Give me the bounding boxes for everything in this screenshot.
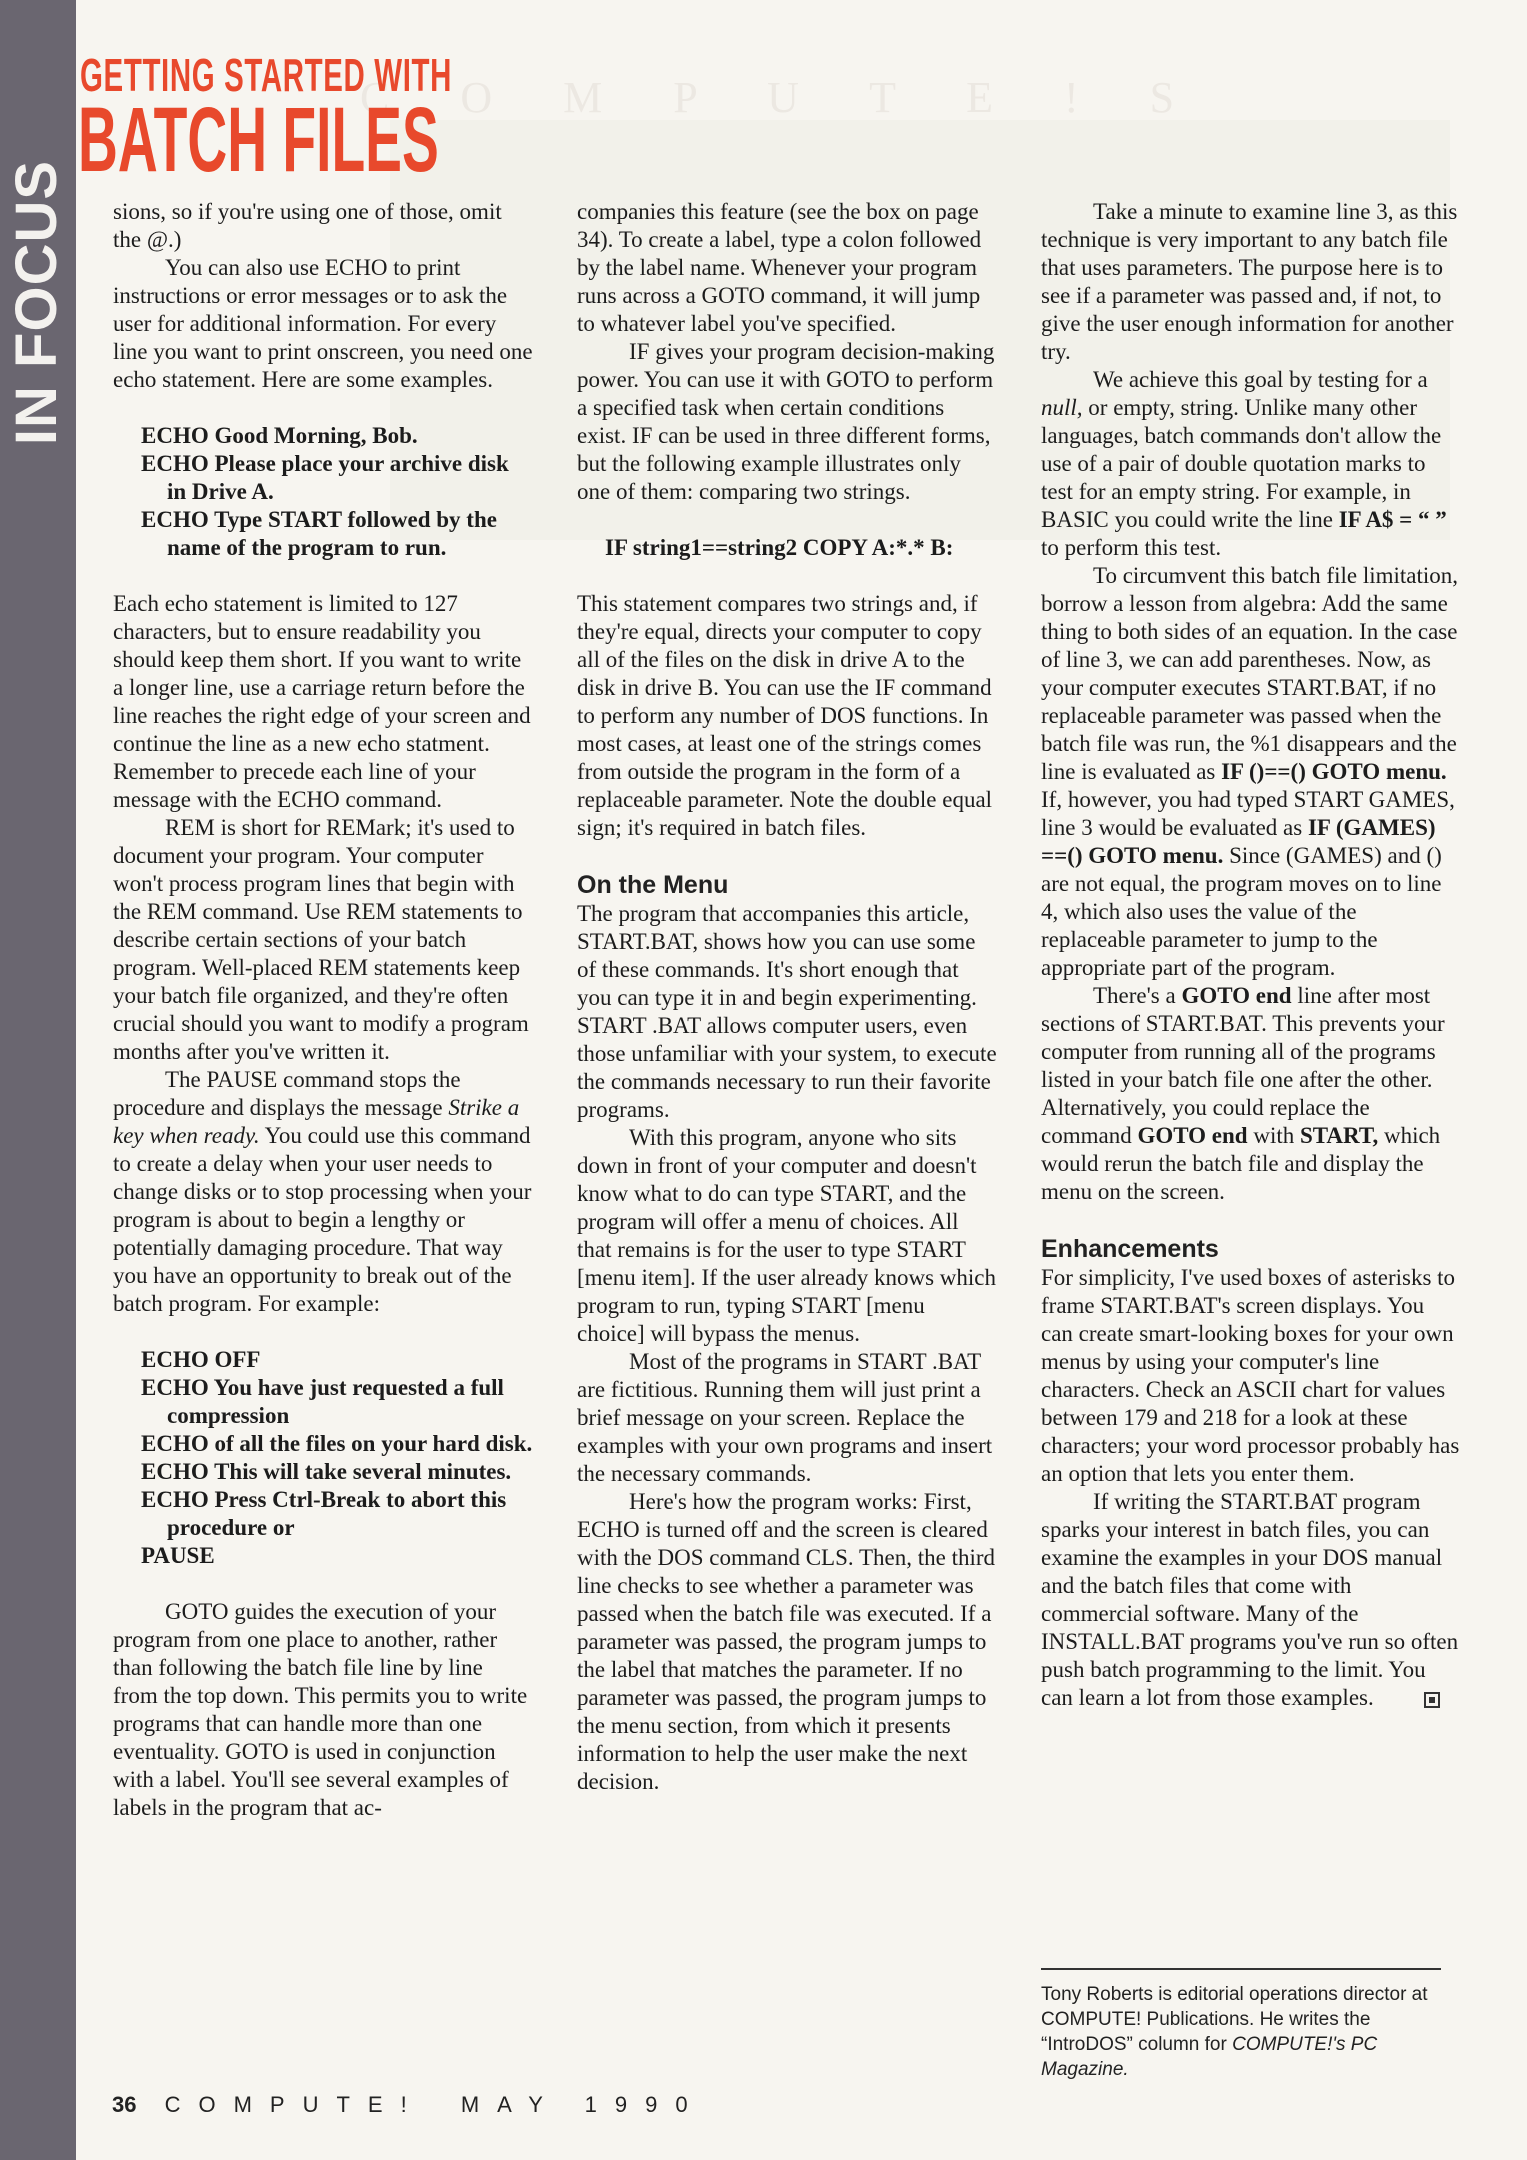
code-block (605, 534, 997, 562)
author-bio (1041, 1968, 1441, 2082)
text-run: Tony Roberts is editorial operations director at COMPUTE! Publications. He writes the “IntroDOS” column for (1041, 1984, 1428, 2055)
text-run: or empty, string. Unlike many other languages, batch commands don't allow the use of a pair of double quotation marks to test for an empty string. For example, in BASIC you could write the line (1041, 395, 1442, 532)
code-line: ECHO Good Morning, Bob. (141, 423, 418, 448)
column-2 (577, 198, 997, 2083)
page-footer (112, 2092, 706, 2118)
code-block (141, 1346, 533, 1570)
sidebar-band (0, 0, 76, 2160)
title-kicker: GETTING STARTED WITH (80, 49, 453, 101)
code-line: ECHO Press Ctrl-Break to abort this procedure or (141, 1487, 507, 1540)
section-heading: On the Menu (577, 871, 729, 899)
italic-run: null, (1041, 395, 1083, 420)
italic-run: Strike a key when ready. (113, 1095, 520, 1148)
text-run: There's a (1093, 983, 1182, 1008)
section-label-text: IN FOCUS (4, 159, 70, 445)
column-1 (113, 198, 533, 2083)
paragraph (1041, 982, 1461, 1206)
paragraph (1041, 366, 1461, 562)
paragraph: You can also use ECHO to print instructions or error messages or to ask the user for additional information. For every line you want to print onscreen, you need one echo statement. Here are some examples. (113, 255, 533, 392)
section-heading: Enhancements (1041, 1235, 1219, 1263)
code-line: ECHO of all the files on your hard disk. (141, 1431, 533, 1456)
paragraph: The program that accompanies this article, START.BAT, shows how you can use some of these commands. It's short enough that you can type it in and begin experimenting. START .BAT allows computer users, even those unfamiliar with your system, to execute the commands necessary to run their favorite programs. (577, 901, 997, 1122)
text-run: line after most sections of START.BAT. This prevents your computer from running all of the programs listed in your batch file one after the other. Alternatively, you could replace the command (1041, 983, 1445, 1148)
issue-date: MAY 1990 (460, 2092, 706, 2117)
bold-run: GOTO end (1137, 1123, 1248, 1148)
paragraph: Here's how the program works: First, ECHO is turned off and the screen is cleared with the DOS command CLS. Then, the third line checks to see whether a parameter was passed when the batch file was executed. If a parameter was passed, the program jumps to the label that matches the parameter. If no parameter was passed, the program jumps to the menu section, from which it presents information to help the user make the next decision. (577, 1489, 996, 1794)
paragraph (113, 1066, 533, 1318)
column-3 (1041, 198, 1461, 2083)
text-run: You could use this command to create a delay when your user needs to change disks or to stop processing when your program is about to begin a lengthy or potentially damaging procedure. That way you have an opportunity to break out of the batch program. For example: (113, 1123, 532, 1316)
bold-run: START, (1299, 1123, 1379, 1148)
paragraph: companies this feature (see the box on page 34). To create a label, type a colon followed by the label name. Whenever your program runs across a GOTO command, it will jump to whatever label you've specified. (577, 199, 982, 336)
paragraph: sions, so if you're using one of those, omit the @.) (113, 199, 502, 252)
paragraph (1041, 562, 1461, 982)
bold-run: GOTO end (1181, 983, 1292, 1008)
bold-run: IF (GAMES) ==() GOTO menu. (1041, 815, 1436, 868)
text-run: We achieve this goal by testing for a (1093, 367, 1428, 392)
paragraph (1041, 1488, 1461, 1712)
text-run: Since (GAMES) and () are not equal, the program moves on to line 4, which also uses the value of the replaceable parameter to jump to the appropriate part of the program. (1041, 843, 1442, 980)
code-line: IF string1==string2 COPY A:*.* B: (605, 535, 954, 560)
code-line: PAUSE (141, 1543, 215, 1568)
text-run: The PAUSE command stops the procedure and displays the message (113, 1067, 461, 1120)
paragraph: With this program, anyone who sits down in front of your computer and doesn't know what to do can type START, and the program will offer a menu of choices. All that remains is for the user to type START [menu item]. If the user already knows which program to run, typing START [menu choice] will bypass the menus. (577, 1125, 996, 1346)
bold-run: IF A$ = “ ” (1338, 507, 1447, 532)
background-ghost-text: C O M P U T E ! S (360, 73, 1205, 122)
text-run: with (1247, 1123, 1300, 1148)
text-run: If writing the START.BAT program sparks your interest in batch files, you can examine the examples in your DOS manual and the batch files that come with commercial software. Many of the INSTALL.BAT programs you've run so often push batch programming to the limit. You can learn a lot from those examples. (1041, 1489, 1459, 1710)
text-run: If, however, you had typed START GAMES, line 3 would be evaluated as (1041, 787, 1455, 840)
code-line: ECHO You have just requested a full compression (141, 1375, 504, 1428)
text-run: to perform this test. (1041, 535, 1222, 560)
paragraph: REM is short for REMark; it's used to document your program. Your computer won't process program lines that begin with the REM command. Use REM statements to describe certain sections of your batch program. Well-placed REM statements keep your batch file organized, and they're often crucial should you want to modify a program months after you've written it. (113, 815, 529, 1064)
end-mark-icon (1424, 1692, 1440, 1708)
paragraph: Most of the programs in START .BAT are fictitious. Running them will just print a brief message on your screen. Replace the examples with your own programs and insert the necessary commands. (577, 1349, 993, 1486)
code-line: ECHO OFF (141, 1347, 261, 1372)
paragraph: Each echo statement is limited to 127 characters, but to ensure readability you should keep them short. If you want to write a longer line, use a carriage return before the line reaches the right edge of your screen and continue the line as a new echo statment. Remember to precede each line of your message with the ECHO command. (113, 591, 531, 812)
text-run: To circumvent this batch file limitation, borrow a lesson from algebra: Add the same thing to both sides of an equation. In the case of line 3, we can add parentheses. Now, as your computer executes START.BAT, if no replaceable parameter was passed when the batch file was run, the %1 disappears and the line is evaluated as (1041, 563, 1459, 784)
paragraph: GOTO guides the execution of your program from one place to another, rather than following the batch file line by line from the top down. This permits you to write programs that can handle more than one eventuality. GOTO is used in conjunction with a label. You'll see several examples of labels in the program that ac- (113, 1599, 528, 1820)
page-title: BATCH FILES (78, 89, 439, 191)
italic-run: COMPUTE!'s PC Magazine. (1041, 2034, 1378, 2080)
paragraph: IF gives your program decision-making power. You can use it with GOTO to perform a specified task when certain conditions exist. IF can be used in three different forms, but the following example illustrates only one of them: comparing two strings. (577, 339, 995, 504)
magazine-name: COMPUTE! (164, 2092, 425, 2117)
paragraph: Take a minute to examine line 3, as this technique is very important to any batch file that uses parameters. The purpose here is to see if a parameter was passed and, if not, to give the user enough information for another try. (1041, 199, 1458, 364)
code-line: ECHO Type START followed by the name of the program to run. (141, 507, 497, 560)
code-line: ECHO Please place your archive disk in Drive A. (141, 451, 509, 504)
code-block (141, 422, 533, 562)
paragraph: For simplicity, I've used boxes of asterisks to frame START.BAT's screen displays. You can create smart-looking boxes for your own menus by using your computer's line characters. Check an ASCII chart for values between 179 and 218 for a look at these characters; your word processor probably has an option that lets you enter them. (1041, 1265, 1460, 1486)
text-run: which would rerun the batch file and display the menu on the screen. (1041, 1123, 1441, 1204)
page-number: 36 (112, 2092, 137, 2117)
paragraph: This statement compares two strings and, if they're equal, directs your computer to copy all of the files on the disk in drive A to the disk in drive B. You can use the IF command to perform any number of DOS functions. In most cases, at least one of the strings comes from outside the program in the form of a replaceable parameter. Note the double equal sign; it's required in batch files. (577, 591, 993, 840)
bold-run: IF ()==() GOTO menu. (1221, 759, 1447, 784)
section-label (4, 122, 70, 482)
code-line: ECHO This will take several minutes. (141, 1459, 512, 1484)
